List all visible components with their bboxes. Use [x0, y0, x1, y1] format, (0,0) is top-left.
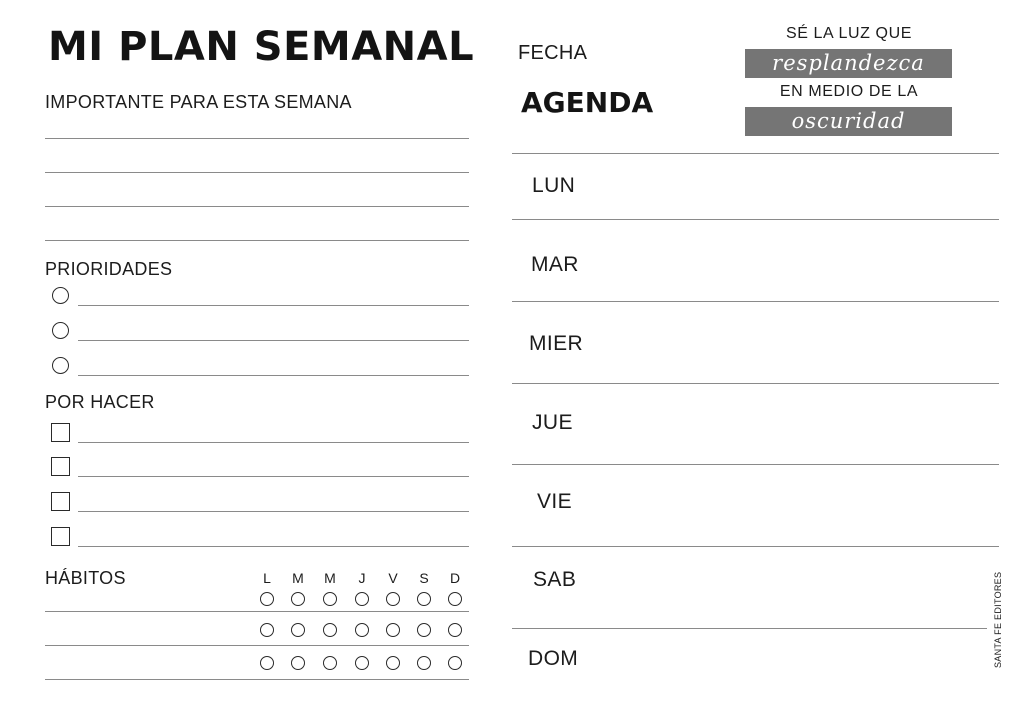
habit-circle[interactable] [386, 623, 400, 637]
todo-checkbox[interactable] [51, 527, 70, 546]
habit-circle[interactable] [260, 623, 274, 637]
habits-heading: HÁBITOS [45, 568, 126, 588]
priority-circle[interactable] [52, 322, 69, 339]
habit-circle[interactable] [291, 656, 305, 670]
quote-script-1: resplandezca [745, 49, 952, 78]
habit-circle[interactable] [355, 656, 369, 670]
todo-checkbox[interactable] [51, 492, 70, 511]
agenda-divider [512, 464, 999, 465]
habit-circle[interactable] [355, 623, 369, 637]
priority-line[interactable] [78, 340, 469, 341]
habit-line[interactable] [45, 679, 469, 680]
habit-circle[interactable] [323, 592, 337, 606]
important-line[interactable] [45, 240, 469, 241]
habit-line[interactable] [45, 611, 469, 612]
habit-circle[interactable] [260, 656, 274, 670]
agenda-divider [512, 628, 987, 629]
agenda-day-sab: SAB [533, 568, 577, 591]
agenda-divider [512, 301, 999, 302]
habit-day-label: J [358, 570, 366, 586]
important-heading: IMPORTANTE PARA ESTA SEMANA [45, 92, 352, 112]
habit-circle[interactable] [291, 592, 305, 606]
agenda-day-mar: MAR [531, 253, 579, 276]
habit-circle[interactable] [291, 623, 305, 637]
habit-day-label: D [449, 570, 461, 586]
agenda-divider [512, 219, 999, 220]
quote-line-1: SÉ LA LUZ QUE [785, 25, 913, 42]
habit-circle[interactable] [448, 623, 462, 637]
agenda-day-dom: DOM [528, 647, 579, 670]
todo-checkbox[interactable] [51, 423, 70, 442]
agenda-day-lun: LUN [532, 174, 576, 197]
agenda-day-vie: VIE [537, 490, 573, 513]
important-line[interactable] [45, 206, 469, 207]
habit-circle[interactable] [355, 592, 369, 606]
publisher-credit: SANTA FE EDITORES [993, 571, 1003, 668]
habit-line[interactable] [45, 645, 469, 646]
important-line[interactable] [45, 138, 469, 139]
habit-circle[interactable] [417, 592, 431, 606]
page-title: MI PLAN SEMANAL [48, 24, 475, 70]
agenda-title: AGENDA [521, 86, 654, 119]
priority-line[interactable] [78, 375, 469, 376]
priority-circle[interactable] [52, 287, 69, 304]
priorities-heading: PRIORIDADES [45, 259, 173, 279]
habit-circle[interactable] [448, 656, 462, 670]
agenda-divider [512, 546, 999, 547]
priority-line[interactable] [78, 305, 469, 306]
agenda-day-mier: MIER [529, 332, 584, 355]
quote-line-2: EN MEDIO DE LA [779, 83, 919, 100]
agenda-day-jue: JUE [532, 411, 573, 434]
agenda-divider [512, 153, 999, 154]
todo-line[interactable] [78, 476, 469, 477]
important-line[interactable] [45, 172, 469, 173]
todo-checkbox[interactable] [51, 457, 70, 476]
habit-circle[interactable] [323, 623, 337, 637]
todo-line[interactable] [78, 442, 469, 443]
todo-heading: POR HACER [45, 392, 155, 412]
agenda-divider [512, 383, 999, 384]
habit-circle[interactable] [417, 623, 431, 637]
fecha-label: FECHA [518, 42, 588, 64]
habit-day-label: L [263, 570, 271, 586]
habit-day-label: M [324, 570, 336, 586]
todo-line[interactable] [78, 546, 469, 547]
quote-script-2: oscuridad [745, 107, 952, 136]
habit-circle[interactable] [260, 592, 274, 606]
habit-circle[interactable] [417, 656, 431, 670]
habit-day-label: V [388, 570, 398, 586]
habit-circle[interactable] [448, 592, 462, 606]
habit-circle[interactable] [323, 656, 337, 670]
habit-day-label: S [419, 570, 429, 586]
habit-circle[interactable] [386, 592, 400, 606]
todo-line[interactable] [78, 511, 469, 512]
habit-circle[interactable] [386, 656, 400, 670]
priority-circle[interactable] [52, 357, 69, 374]
habit-day-label: M [292, 570, 304, 586]
